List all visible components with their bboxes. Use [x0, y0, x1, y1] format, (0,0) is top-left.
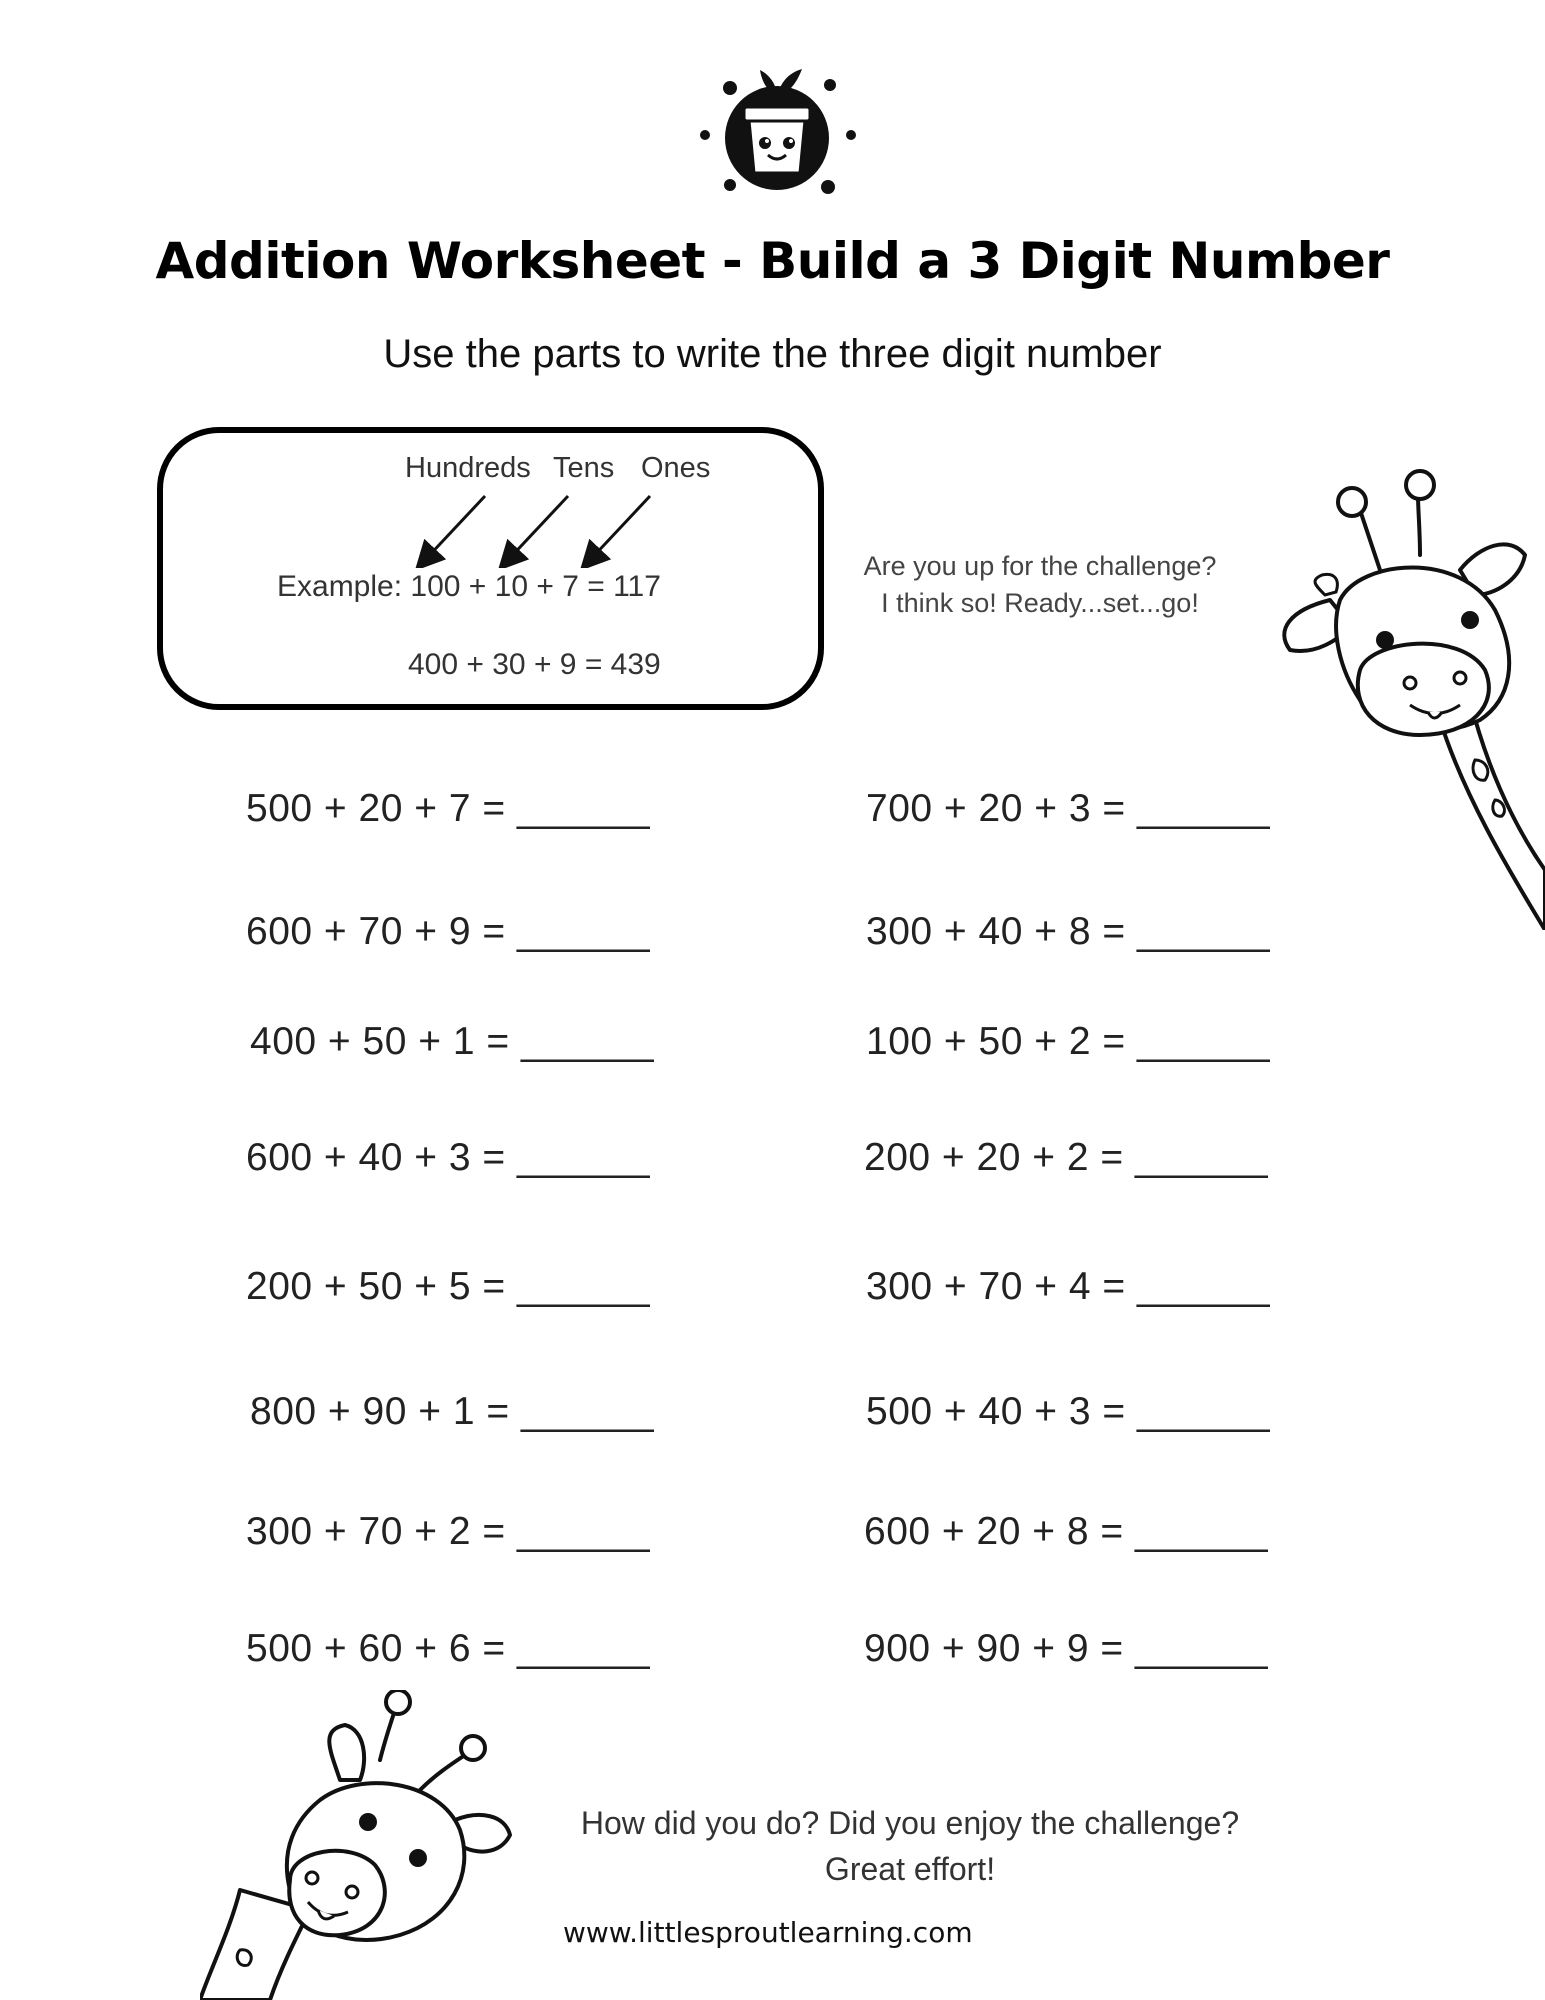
problem-right-5[interactable]: 300 + 70 + 4 = ______: [866, 1265, 1271, 1308]
arrow-ones-icon: [590, 496, 650, 560]
problem-right-4[interactable]: 200 + 20 + 2 = ______: [864, 1136, 1269, 1179]
label-hundreds: Hundreds: [405, 452, 531, 484]
problem-left-6[interactable]: 800 + 90 + 1 = ______: [250, 1390, 655, 1433]
challenge-line-2: I think so! Ready...set...go!: [881, 588, 1199, 618]
sprout-pot-icon: [690, 55, 865, 205]
problem-right-6[interactable]: 500 + 40 + 3 = ______: [866, 1390, 1271, 1433]
problem-left-5[interactable]: 200 + 50 + 5 = ______: [246, 1265, 651, 1308]
example-line-1: Example: 100 + 10 + 7 = 117: [277, 570, 661, 603]
problem-right-3[interactable]: 100 + 50 + 2 = ______: [866, 1020, 1271, 1063]
problem-left-2[interactable]: 600 + 70 + 9 = ______: [246, 910, 651, 953]
page-subtitle: Use the parts to write the three digit number: [383, 332, 1162, 376]
problem-right-8[interactable]: 900 + 90 + 9 = ______: [864, 1627, 1269, 1670]
label-tens: Tens: [553, 452, 615, 484]
problem-right-7[interactable]: 600 + 20 + 8 = ______: [864, 1510, 1269, 1553]
problem-left-1[interactable]: 500 + 20 + 7 = ______: [246, 787, 651, 830]
problem-right-2[interactable]: 300 + 40 + 8 = ______: [866, 910, 1271, 953]
challenge-line-1: Are you up for the challenge?: [863, 551, 1217, 581]
label-ones: Ones: [641, 452, 711, 484]
problem-left-4[interactable]: 600 + 40 + 3 = ______: [246, 1136, 651, 1179]
problem-left-8[interactable]: 500 + 60 + 6 = ______: [246, 1627, 651, 1670]
problem-left-7[interactable]: 300 + 70 + 2 = ______: [246, 1510, 651, 1553]
arrow-hundreds-icon: [425, 496, 485, 560]
arrow-tens-icon: [508, 496, 568, 560]
problem-right-1[interactable]: 700 + 20 + 3 = ______: [866, 787, 1271, 830]
arrow-icons: [400, 488, 670, 568]
closing-text: [540, 1800, 1280, 1892]
closing-line-2: Great effort!: [824, 1851, 996, 1887]
problem-left-3[interactable]: 400 + 50 + 1 = ______: [250, 1020, 655, 1063]
page-title: Addition Worksheet - Build a 3 Digit Number: [155, 232, 1390, 290]
example-line-2: 400 + 30 + 9 = 439: [408, 648, 661, 681]
giraffe-icon: [1270, 460, 1545, 930]
closing-line-1: How did you do? Did you enjoy the challenge?: [580, 1805, 1240, 1841]
challenge-text: [830, 548, 1250, 622]
giraffe-icon: [200, 1690, 530, 2000]
website-link[interactable]: www.littlesproutlearning.com: [563, 1916, 973, 1949]
